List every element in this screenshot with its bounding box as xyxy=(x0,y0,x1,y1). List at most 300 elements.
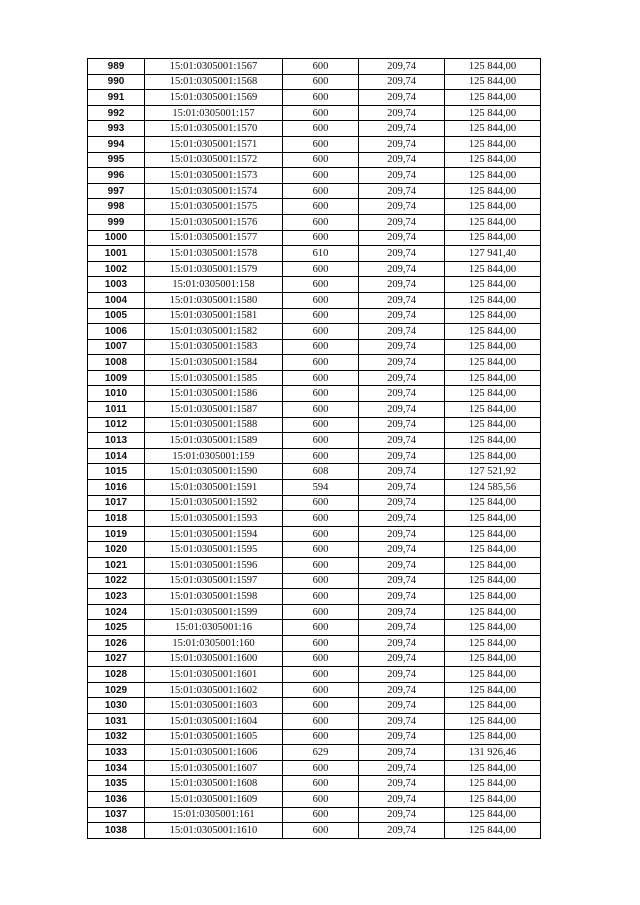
area-cell: 600 xyxy=(283,168,359,184)
area-cell: 600 xyxy=(283,277,359,293)
area-cell: 600 xyxy=(283,573,359,589)
table-row xyxy=(88,589,541,605)
row-number-cell: 1002 xyxy=(88,261,145,277)
table-row xyxy=(88,292,541,308)
table-row xyxy=(88,121,541,137)
row-number-cell: 999 xyxy=(88,214,145,230)
amount-cell: 124 585,56 xyxy=(445,480,541,496)
row-number-cell: 1015 xyxy=(88,464,145,480)
table-row xyxy=(88,168,541,184)
row-number-cell: 1028 xyxy=(88,667,145,683)
rate-cell: 209,74 xyxy=(359,59,445,75)
amount-cell: 125 844,00 xyxy=(445,511,541,527)
area-cell: 600 xyxy=(283,105,359,121)
row-number-cell: 1036 xyxy=(88,791,145,807)
row-number-cell: 1001 xyxy=(88,246,145,262)
amount-cell: 125 844,00 xyxy=(445,667,541,683)
table-row xyxy=(88,230,541,246)
table-row xyxy=(88,59,541,75)
cadastral-number-cell: 15:01:0305001:160 xyxy=(145,635,283,651)
cadastral-number-cell: 15:01:0305001:1598 xyxy=(145,589,283,605)
cadastral-number-cell: 15:01:0305001:1603 xyxy=(145,698,283,714)
rate-cell: 209,74 xyxy=(359,448,445,464)
amount-cell: 125 844,00 xyxy=(445,713,541,729)
rate-cell: 209,74 xyxy=(359,308,445,324)
area-cell: 600 xyxy=(283,417,359,433)
table-row xyxy=(88,651,541,667)
amount-cell: 125 844,00 xyxy=(445,573,541,589)
row-number-cell: 1019 xyxy=(88,526,145,542)
amount-cell: 125 844,00 xyxy=(445,526,541,542)
amount-cell: 125 844,00 xyxy=(445,277,541,293)
row-number-cell: 1032 xyxy=(88,729,145,745)
table-row xyxy=(88,807,541,823)
rate-cell: 209,74 xyxy=(359,589,445,605)
area-cell: 600 xyxy=(283,542,359,558)
amount-cell: 125 844,00 xyxy=(445,121,541,137)
area-cell: 600 xyxy=(283,339,359,355)
row-number-cell: 1027 xyxy=(88,651,145,667)
table-row xyxy=(88,105,541,121)
cadastral-number-cell: 15:01:0305001:1596 xyxy=(145,558,283,574)
area-cell: 594 xyxy=(283,480,359,496)
table-row xyxy=(88,90,541,106)
table-row xyxy=(88,713,541,729)
table-row xyxy=(88,386,541,402)
row-number-cell: 1007 xyxy=(88,339,145,355)
area-cell: 600 xyxy=(283,526,359,542)
table-row xyxy=(88,417,541,433)
row-number-cell: 1016 xyxy=(88,480,145,496)
amount-cell: 125 844,00 xyxy=(445,558,541,574)
cadastral-number-cell: 15:01:0305001:1568 xyxy=(145,74,283,90)
cadastral-number-cell: 15:01:0305001:1590 xyxy=(145,464,283,480)
cadastral-number-cell: 15:01:0305001:1571 xyxy=(145,136,283,152)
table-row xyxy=(88,448,541,464)
amount-cell: 125 844,00 xyxy=(445,152,541,168)
area-cell: 600 xyxy=(283,261,359,277)
table-row xyxy=(88,760,541,776)
table-row xyxy=(88,558,541,574)
row-number-cell: 1013 xyxy=(88,433,145,449)
row-number-cell: 1022 xyxy=(88,573,145,589)
rate-cell: 209,74 xyxy=(359,402,445,418)
amount-cell: 125 844,00 xyxy=(445,807,541,823)
cadastral-number-cell: 15:01:0305001:1583 xyxy=(145,339,283,355)
area-cell: 600 xyxy=(283,729,359,745)
area-cell: 600 xyxy=(283,823,359,839)
cadastral-number-cell: 15:01:0305001:1594 xyxy=(145,526,283,542)
row-number-cell: 1018 xyxy=(88,511,145,527)
row-number-cell: 1011 xyxy=(88,402,145,418)
cadastral-number-cell: 15:01:0305001:1572 xyxy=(145,152,283,168)
row-number-cell: 994 xyxy=(88,136,145,152)
row-number-cell: 1010 xyxy=(88,386,145,402)
area-cell: 600 xyxy=(283,183,359,199)
table-row xyxy=(88,620,541,636)
table-row xyxy=(88,635,541,651)
rate-cell: 209,74 xyxy=(359,526,445,542)
amount-cell: 125 844,00 xyxy=(445,448,541,464)
area-cell: 600 xyxy=(283,667,359,683)
row-number-cell: 1009 xyxy=(88,370,145,386)
rate-cell: 209,74 xyxy=(359,511,445,527)
table-row xyxy=(88,791,541,807)
cadastral-number-cell: 15:01:0305001:1574 xyxy=(145,183,283,199)
cadastral-number-cell: 15:01:0305001:159 xyxy=(145,448,283,464)
cadastral-table xyxy=(87,58,541,839)
amount-cell: 125 844,00 xyxy=(445,214,541,230)
area-cell: 600 xyxy=(283,448,359,464)
cadastral-number-cell: 15:01:0305001:1597 xyxy=(145,573,283,589)
table-row xyxy=(88,339,541,355)
table-row xyxy=(88,526,541,542)
table-row xyxy=(88,324,541,340)
area-cell: 600 xyxy=(283,214,359,230)
amount-cell: 131 926,46 xyxy=(445,745,541,761)
row-number-cell: 1006 xyxy=(88,324,145,340)
rate-cell: 209,74 xyxy=(359,370,445,386)
rate-cell: 209,74 xyxy=(359,105,445,121)
rate-cell: 209,74 xyxy=(359,713,445,729)
area-cell: 600 xyxy=(283,807,359,823)
amount-cell: 125 844,00 xyxy=(445,90,541,106)
area-cell: 600 xyxy=(283,620,359,636)
cadastral-number-cell: 15:01:0305001:1599 xyxy=(145,604,283,620)
cadastral-number-cell: 15:01:0305001:1585 xyxy=(145,370,283,386)
cadastral-number-cell: 15:01:0305001:1601 xyxy=(145,667,283,683)
row-number-cell: 1003 xyxy=(88,277,145,293)
amount-cell: 125 844,00 xyxy=(445,402,541,418)
row-number-cell: 1038 xyxy=(88,823,145,839)
amount-cell: 125 844,00 xyxy=(445,105,541,121)
amount-cell: 125 844,00 xyxy=(445,417,541,433)
table-row xyxy=(88,136,541,152)
table-row xyxy=(88,261,541,277)
rate-cell: 209,74 xyxy=(359,292,445,308)
table-row xyxy=(88,729,541,745)
area-cell: 600 xyxy=(283,604,359,620)
cadastral-number-cell: 15:01:0305001:1602 xyxy=(145,682,283,698)
rate-cell: 209,74 xyxy=(359,339,445,355)
rate-cell: 209,74 xyxy=(359,136,445,152)
rate-cell: 209,74 xyxy=(359,729,445,745)
amount-cell: 127 941,40 xyxy=(445,246,541,262)
table-row xyxy=(88,745,541,761)
row-number-cell: 1005 xyxy=(88,308,145,324)
amount-cell: 125 844,00 xyxy=(445,682,541,698)
rate-cell: 209,74 xyxy=(359,152,445,168)
rate-cell: 209,74 xyxy=(359,277,445,293)
rate-cell: 209,74 xyxy=(359,495,445,511)
table-row xyxy=(88,542,541,558)
amount-cell: 125 844,00 xyxy=(445,729,541,745)
amount-cell: 125 844,00 xyxy=(445,651,541,667)
amount-cell: 125 844,00 xyxy=(445,698,541,714)
cadastral-number-cell: 15:01:0305001:1589 xyxy=(145,433,283,449)
area-cell: 600 xyxy=(283,698,359,714)
row-number-cell: 995 xyxy=(88,152,145,168)
table-row xyxy=(88,183,541,199)
amount-cell: 125 844,00 xyxy=(445,59,541,75)
table-row xyxy=(88,355,541,371)
area-cell: 600 xyxy=(283,370,359,386)
amount-cell: 125 844,00 xyxy=(445,168,541,184)
cadastral-number-cell: 15:01:0305001:1588 xyxy=(145,417,283,433)
area-cell: 600 xyxy=(283,433,359,449)
cadastral-number-cell: 15:01:0305001:1607 xyxy=(145,760,283,776)
row-number-cell: 998 xyxy=(88,199,145,215)
table-row xyxy=(88,698,541,714)
amount-cell: 125 844,00 xyxy=(445,589,541,605)
amount-cell: 125 844,00 xyxy=(445,308,541,324)
row-number-cell: 991 xyxy=(88,90,145,106)
amount-cell: 125 844,00 xyxy=(445,620,541,636)
area-cell: 600 xyxy=(283,230,359,246)
area-cell: 600 xyxy=(283,324,359,340)
amount-cell: 125 844,00 xyxy=(445,370,541,386)
rate-cell: 209,74 xyxy=(359,635,445,651)
area-cell: 600 xyxy=(283,682,359,698)
cadastral-number-cell: 15:01:0305001:1582 xyxy=(145,324,283,340)
table-body xyxy=(88,59,541,839)
row-number-cell: 1020 xyxy=(88,542,145,558)
cadastral-number-cell: 15:01:0305001:1591 xyxy=(145,480,283,496)
document-page xyxy=(87,58,540,839)
row-number-cell: 990 xyxy=(88,74,145,90)
rate-cell: 209,74 xyxy=(359,355,445,371)
area-cell: 600 xyxy=(283,713,359,729)
area-cell: 600 xyxy=(283,776,359,792)
cadastral-number-cell: 15:01:0305001:1576 xyxy=(145,214,283,230)
rate-cell: 209,74 xyxy=(359,651,445,667)
table-row xyxy=(88,480,541,496)
amount-cell: 125 844,00 xyxy=(445,199,541,215)
table-row xyxy=(88,246,541,262)
row-number-cell: 1030 xyxy=(88,698,145,714)
area-cell: 600 xyxy=(283,152,359,168)
cadastral-number-cell: 15:01:0305001:1586 xyxy=(145,386,283,402)
rate-cell: 209,74 xyxy=(359,760,445,776)
area-cell: 610 xyxy=(283,246,359,262)
cadastral-number-cell: 15:01:0305001:158 xyxy=(145,277,283,293)
table-row xyxy=(88,277,541,293)
row-number-cell: 1031 xyxy=(88,713,145,729)
row-number-cell: 1029 xyxy=(88,682,145,698)
amount-cell: 125 844,00 xyxy=(445,776,541,792)
area-cell: 600 xyxy=(283,90,359,106)
cadastral-number-cell: 15:01:0305001:1573 xyxy=(145,168,283,184)
amount-cell: 125 844,00 xyxy=(445,433,541,449)
rate-cell: 209,74 xyxy=(359,214,445,230)
rate-cell: 209,74 xyxy=(359,573,445,589)
table-row xyxy=(88,511,541,527)
row-number-cell: 1024 xyxy=(88,604,145,620)
amount-cell: 125 844,00 xyxy=(445,542,541,558)
amount-cell: 127 521,92 xyxy=(445,464,541,480)
amount-cell: 125 844,00 xyxy=(445,339,541,355)
rate-cell: 209,74 xyxy=(359,667,445,683)
row-number-cell: 1012 xyxy=(88,417,145,433)
area-cell: 600 xyxy=(283,635,359,651)
amount-cell: 125 844,00 xyxy=(445,760,541,776)
cadastral-number-cell: 15:01:0305001:1569 xyxy=(145,90,283,106)
rate-cell: 209,74 xyxy=(359,199,445,215)
amount-cell: 125 844,00 xyxy=(445,604,541,620)
cadastral-number-cell: 15:01:0305001:1580 xyxy=(145,292,283,308)
amount-cell: 125 844,00 xyxy=(445,261,541,277)
amount-cell: 125 844,00 xyxy=(445,823,541,839)
row-number-cell: 989 xyxy=(88,59,145,75)
area-cell: 600 xyxy=(283,651,359,667)
cadastral-number-cell: 15:01:0305001:1587 xyxy=(145,402,283,418)
rate-cell: 209,74 xyxy=(359,620,445,636)
table-row xyxy=(88,604,541,620)
row-number-cell: 1037 xyxy=(88,807,145,823)
area-cell: 629 xyxy=(283,745,359,761)
cadastral-number-cell: 15:01:0305001:1567 xyxy=(145,59,283,75)
area-cell: 600 xyxy=(283,292,359,308)
table-row xyxy=(88,573,541,589)
rate-cell: 209,74 xyxy=(359,261,445,277)
table-row xyxy=(88,464,541,480)
area-cell: 600 xyxy=(283,760,359,776)
row-number-cell: 1026 xyxy=(88,635,145,651)
area-cell: 600 xyxy=(283,136,359,152)
area-cell: 608 xyxy=(283,464,359,480)
cadastral-number-cell: 15:01:0305001:1570 xyxy=(145,121,283,137)
rate-cell: 209,74 xyxy=(359,682,445,698)
rate-cell: 209,74 xyxy=(359,542,445,558)
cadastral-number-cell: 15:01:0305001:1575 xyxy=(145,199,283,215)
amount-cell: 125 844,00 xyxy=(445,230,541,246)
area-cell: 600 xyxy=(283,402,359,418)
cadastral-number-cell: 15:01:0305001:16 xyxy=(145,620,283,636)
rate-cell: 209,74 xyxy=(359,558,445,574)
area-cell: 600 xyxy=(283,511,359,527)
cadastral-number-cell: 15:01:0305001:157 xyxy=(145,105,283,121)
cadastral-number-cell: 15:01:0305001:161 xyxy=(145,807,283,823)
rate-cell: 209,74 xyxy=(359,324,445,340)
amount-cell: 125 844,00 xyxy=(445,791,541,807)
row-number-cell: 1033 xyxy=(88,745,145,761)
rate-cell: 209,74 xyxy=(359,464,445,480)
row-number-cell: 1025 xyxy=(88,620,145,636)
amount-cell: 125 844,00 xyxy=(445,136,541,152)
amount-cell: 125 844,00 xyxy=(445,355,541,371)
rate-cell: 209,74 xyxy=(359,776,445,792)
area-cell: 600 xyxy=(283,495,359,511)
table-row xyxy=(88,74,541,90)
rate-cell: 209,74 xyxy=(359,168,445,184)
rate-cell: 209,74 xyxy=(359,246,445,262)
amount-cell: 125 844,00 xyxy=(445,635,541,651)
cadastral-number-cell: 15:01:0305001:1595 xyxy=(145,542,283,558)
rate-cell: 209,74 xyxy=(359,745,445,761)
table-row xyxy=(88,402,541,418)
area-cell: 600 xyxy=(283,59,359,75)
amount-cell: 125 844,00 xyxy=(445,74,541,90)
table-row xyxy=(88,214,541,230)
area-cell: 600 xyxy=(283,355,359,371)
area-cell: 600 xyxy=(283,308,359,324)
cadastral-number-cell: 15:01:0305001:1606 xyxy=(145,745,283,761)
row-number-cell: 1004 xyxy=(88,292,145,308)
row-number-cell: 997 xyxy=(88,183,145,199)
cadastral-number-cell: 15:01:0305001:1578 xyxy=(145,246,283,262)
area-cell: 600 xyxy=(283,121,359,137)
row-number-cell: 1035 xyxy=(88,776,145,792)
amount-cell: 125 844,00 xyxy=(445,386,541,402)
rate-cell: 209,74 xyxy=(359,74,445,90)
rate-cell: 209,74 xyxy=(359,480,445,496)
amount-cell: 125 844,00 xyxy=(445,183,541,199)
area-cell: 600 xyxy=(283,558,359,574)
cadastral-number-cell: 15:01:0305001:1600 xyxy=(145,651,283,667)
area-cell: 600 xyxy=(283,589,359,605)
rate-cell: 209,74 xyxy=(359,807,445,823)
row-number-cell: 1017 xyxy=(88,495,145,511)
cadastral-number-cell: 15:01:0305001:1579 xyxy=(145,261,283,277)
row-number-cell: 1008 xyxy=(88,355,145,371)
cadastral-number-cell: 15:01:0305001:1584 xyxy=(145,355,283,371)
rate-cell: 209,74 xyxy=(359,791,445,807)
area-cell: 600 xyxy=(283,74,359,90)
row-number-cell: 993 xyxy=(88,121,145,137)
amount-cell: 125 844,00 xyxy=(445,292,541,308)
cadastral-number-cell: 15:01:0305001:1592 xyxy=(145,495,283,511)
cadastral-number-cell: 15:01:0305001:1609 xyxy=(145,791,283,807)
cadastral-number-cell: 15:01:0305001:1605 xyxy=(145,729,283,745)
rate-cell: 209,74 xyxy=(359,604,445,620)
cadastral-number-cell: 15:01:0305001:1593 xyxy=(145,511,283,527)
rate-cell: 209,74 xyxy=(359,386,445,402)
amount-cell: 125 844,00 xyxy=(445,495,541,511)
rate-cell: 209,74 xyxy=(359,230,445,246)
table-row xyxy=(88,823,541,839)
rate-cell: 209,74 xyxy=(359,823,445,839)
cadastral-number-cell: 15:01:0305001:1577 xyxy=(145,230,283,246)
table-row xyxy=(88,308,541,324)
row-number-cell: 992 xyxy=(88,105,145,121)
rate-cell: 209,74 xyxy=(359,90,445,106)
area-cell: 600 xyxy=(283,791,359,807)
table-row xyxy=(88,495,541,511)
rate-cell: 209,74 xyxy=(359,183,445,199)
row-number-cell: 1034 xyxy=(88,760,145,776)
row-number-cell: 1023 xyxy=(88,589,145,605)
amount-cell: 125 844,00 xyxy=(445,324,541,340)
table-row xyxy=(88,370,541,386)
area-cell: 600 xyxy=(283,386,359,402)
row-number-cell: 1021 xyxy=(88,558,145,574)
cadastral-number-cell: 15:01:0305001:1604 xyxy=(145,713,283,729)
table-row xyxy=(88,199,541,215)
rate-cell: 209,74 xyxy=(359,433,445,449)
cadastral-number-cell: 15:01:0305001:1581 xyxy=(145,308,283,324)
rate-cell: 209,74 xyxy=(359,417,445,433)
area-cell: 600 xyxy=(283,199,359,215)
row-number-cell: 1000 xyxy=(88,230,145,246)
table-row xyxy=(88,682,541,698)
table-row xyxy=(88,667,541,683)
rate-cell: 209,74 xyxy=(359,121,445,137)
table-row xyxy=(88,152,541,168)
table-row xyxy=(88,433,541,449)
rate-cell: 209,74 xyxy=(359,698,445,714)
row-number-cell: 1014 xyxy=(88,448,145,464)
table-row xyxy=(88,776,541,792)
